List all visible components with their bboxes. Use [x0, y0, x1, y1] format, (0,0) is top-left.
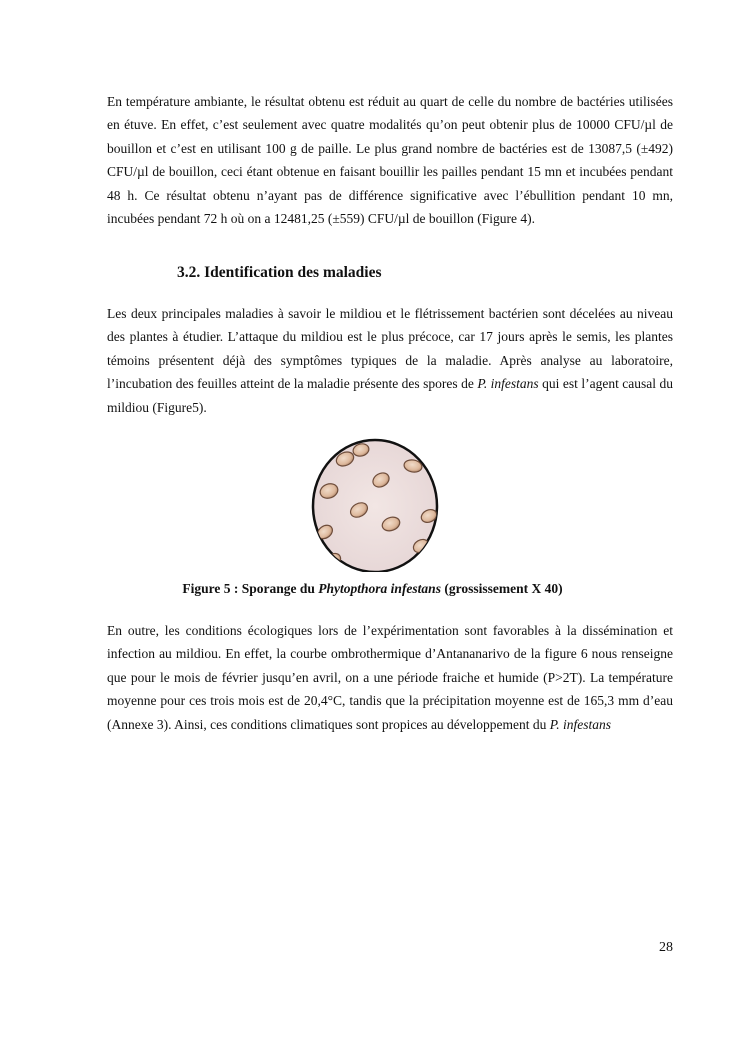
caption-species: Phytopthora infestans [318, 581, 441, 596]
paragraph-disease-identification [107, 302, 673, 419]
caption-prefix: Figure 5 : Sporange du [182, 581, 319, 596]
species-name: P. infestans [477, 376, 539, 392]
figure-caption [0, 581, 745, 597]
species-name: P. infestans [549, 716, 612, 732]
sporangium [426, 456, 439, 468]
caption-suffix: (grossissement X 40) [440, 581, 563, 596]
paragraph3-text: En outre, les conditions écologiques lors de l’expérimentation sont favorables à la dissémination et infection au mildiou. En effet, la courbe ombrothermique d’Antananarivo de la figure 6 nous renseigne que pour le mois de février jusqu’en avril, on a une période fraiche et humide (P>2T). La température moyenne pour ces trois mois est de 20,4°C, tandis que la précipitation moyenne est de 165,3 mm d’eau (Annexe 3). Ainsi, ces conditions climatiques sont propices au développement du [107, 623, 673, 732]
paragraph2-text: Les deux principales maladies à savoir le mildiou et le flétrissement bactérien sont décelées au niveau des plantes à étudier. L’attaque du mildiou est le plus précoce, car 17 jours après le semis, les plantes témoins présentent déjà des symptômes typiques de la maladie. Après analyse au laboratoire, l’incubation des feuilles atteint de la maladie présente des spores de [107, 306, 673, 392]
page-number: 28 [659, 940, 673, 955]
paragraph-bacteria-results: En température ambiante, le résultat obtenu est réduit au quart de celle du nombre de bactéries utilisées en étuve. En effet, c’est seulement avec quatre modalités qu’on peut obtenir plus de 10000 CFU/µl de bouillon et c’est en utilisant 100 g de paille. Le plus grand nombre de bactéries est de 13087,5 (±492) CFU/µl de bouillon, ceci étant obtenue en faisant bouillir les pailles pendant 15 mn et incubées pendant 48 h. Ce résultat obtenu n’ayant pas de différence significative avec l’ébullition pendant 10 mn, incubées pendant 72 h où on a 12481,25 (±559) CFU/µl de bouillon (Figure 4). [107, 94, 673, 227]
paragraph-ecological-conditions [107, 619, 673, 736]
micrograph-image [311, 436, 439, 572]
paragraph2-tail: qui est l’agent causal du mildiou (Figure5). [107, 376, 673, 415]
section-heading: 3.2. Identification des maladies [177, 264, 382, 281]
sporangium-micrograph [311, 436, 439, 572]
